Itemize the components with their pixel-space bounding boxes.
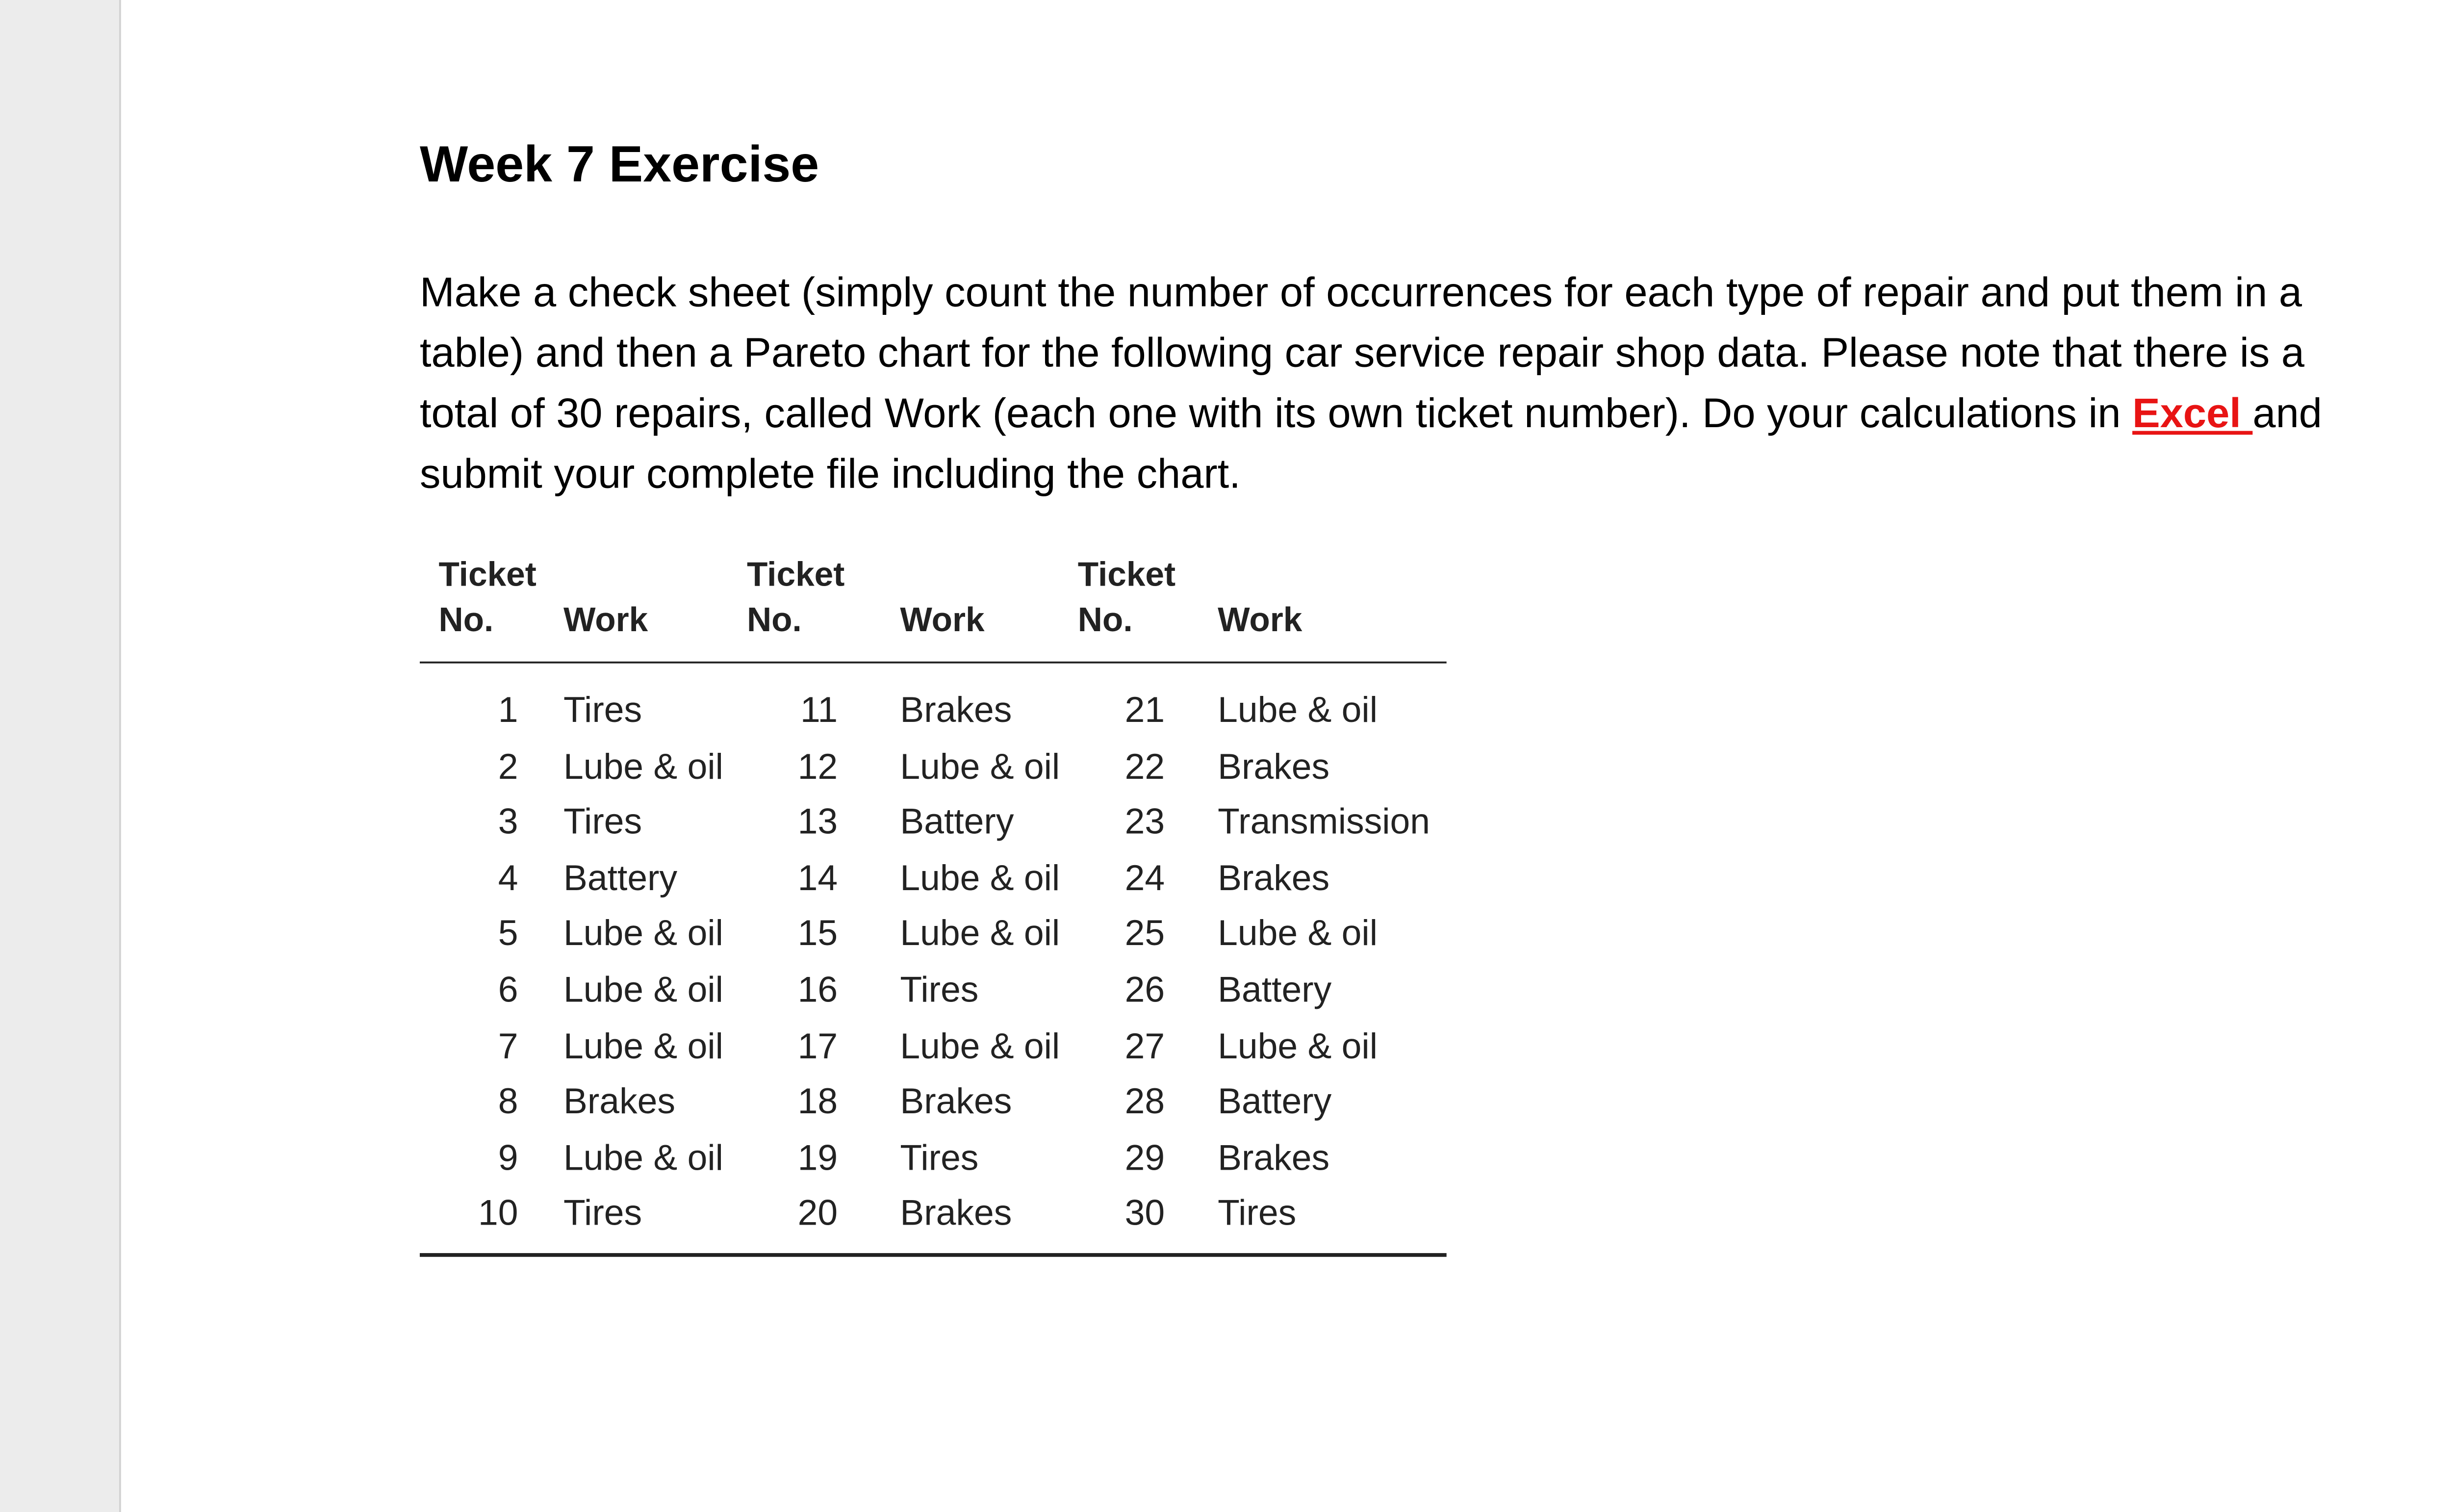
work-type: Battery	[563, 859, 678, 899]
ticket-number: 24	[1124, 859, 1165, 899]
work-type: Brakes	[900, 1083, 1012, 1123]
work-type: Lube & oil	[900, 915, 1060, 955]
table-row	[420, 1188, 1447, 1244]
ticket-number: 8	[498, 1083, 518, 1123]
work-type: Tires	[563, 692, 642, 732]
ticket-number: 29	[1124, 1139, 1165, 1179]
excel-link[interactable]: Excel	[2132, 389, 2253, 437]
work-type: Lube & oil	[900, 747, 1060, 788]
instructions-paragraph	[420, 263, 2329, 505]
ticket-number: 30	[1124, 1195, 1165, 1235]
work-type: Lube & oil	[563, 1027, 723, 1067]
table-row	[420, 1132, 1447, 1188]
ticket-number: 2	[498, 747, 518, 788]
table-row	[420, 1076, 1447, 1132]
table-row	[420, 908, 1447, 964]
work-type: Tires	[563, 803, 642, 844]
ticket-number: 17	[797, 1027, 838, 1067]
work-type: Lube & oil	[563, 915, 723, 955]
ticket-number: 11	[800, 692, 838, 732]
ticket-number: 13	[797, 803, 838, 844]
work-type: Lube & oil	[563, 971, 723, 1011]
table-row	[420, 740, 1447, 796]
work-type: Transmission	[1218, 803, 1430, 844]
ticket-number: 12	[797, 747, 838, 788]
work-type: Battery	[1218, 1083, 1332, 1123]
work-type: Tires	[900, 971, 979, 1011]
work-type: Lube & oil	[900, 859, 1060, 899]
table-row	[420, 684, 1447, 740]
ticket-number: 20	[797, 1195, 838, 1235]
ticket-number: 21	[1124, 692, 1165, 732]
work-type: Lube & oil	[1218, 1027, 1378, 1067]
ticket-number: 4	[498, 859, 518, 899]
ticket-number: 26	[1124, 971, 1165, 1011]
work-type: Lube & oil	[1218, 915, 1378, 955]
table-row	[420, 852, 1447, 908]
paragraph-text-end: and submit your complete file including the chart.	[419, 389, 2322, 497]
work-type: Lube & oil	[563, 1139, 723, 1179]
ticket-number: 23	[1124, 803, 1165, 844]
paragraph-text-start: Make a check sheet (simply count the number of occurrences for each type of repair and put them in a table) and then a Pareto chart for the following car service repair shop data. Please note that there is a total of 30 repairs, called Work (each one with its own ticket number). Do your calculations in	[419, 268, 2305, 437]
work-type: Brakes	[1218, 747, 1330, 788]
header-no-label: No.	[747, 601, 802, 639]
header-work-3: Work	[1218, 601, 1303, 639]
header-no-label: No.	[1077, 601, 1133, 639]
ticket-number: 16	[797, 971, 838, 1011]
ticket-number: 9	[498, 1139, 518, 1179]
ticket-number: 10	[478, 1195, 518, 1235]
header-divider	[420, 662, 1447, 664]
work-type: Battery	[900, 803, 1014, 844]
header-ticket-3	[1078, 552, 1175, 642]
work-type: Lube & oil	[1218, 692, 1378, 732]
document-title: Week 7 Exercise	[419, 136, 819, 193]
ticket-number: 22	[1124, 747, 1165, 788]
work-type: Brakes	[900, 1195, 1012, 1235]
ticket-number: 3	[498, 803, 518, 844]
ticket-number: 5	[498, 915, 518, 955]
table-row	[420, 796, 1447, 852]
header-ticket-label: Ticket	[438, 556, 536, 594]
ticket-number: 6	[498, 971, 518, 1011]
ticket-number: 1	[498, 692, 518, 732]
work-type: Tires	[900, 1139, 979, 1179]
work-type: Brakes	[1218, 1139, 1330, 1179]
header-ticket-1	[439, 552, 536, 642]
work-type: Tires	[563, 1195, 642, 1235]
work-type: Battery	[1218, 971, 1332, 1011]
ticket-number: 15	[797, 915, 838, 955]
ticket-number: 27	[1124, 1027, 1165, 1067]
work-type: Brakes	[900, 692, 1012, 732]
ticket-number: 28	[1124, 1083, 1165, 1123]
work-type: Brakes	[563, 1083, 676, 1123]
work-type: Brakes	[1218, 859, 1330, 899]
work-type: Tires	[1218, 1195, 1297, 1235]
ticket-number: 18	[797, 1083, 838, 1123]
ticket-number: 14	[797, 859, 838, 899]
header-work-1: Work	[563, 601, 648, 639]
table-bottom-rule	[420, 1253, 1447, 1257]
table-row	[420, 1020, 1447, 1076]
table-row	[420, 964, 1447, 1020]
work-type: Lube & oil	[563, 747, 723, 788]
header-ticket-label: Ticket	[747, 556, 845, 594]
ticket-number: 25	[1124, 915, 1165, 955]
header-ticket-label: Ticket	[1077, 556, 1176, 594]
header-work-2: Work	[900, 601, 985, 639]
ticket-number: 19	[797, 1139, 838, 1179]
work-type: Lube & oil	[900, 1027, 1060, 1067]
ticket-number: 7	[498, 1027, 518, 1067]
header-no-label: No.	[438, 601, 494, 639]
header-ticket-2	[747, 552, 844, 642]
